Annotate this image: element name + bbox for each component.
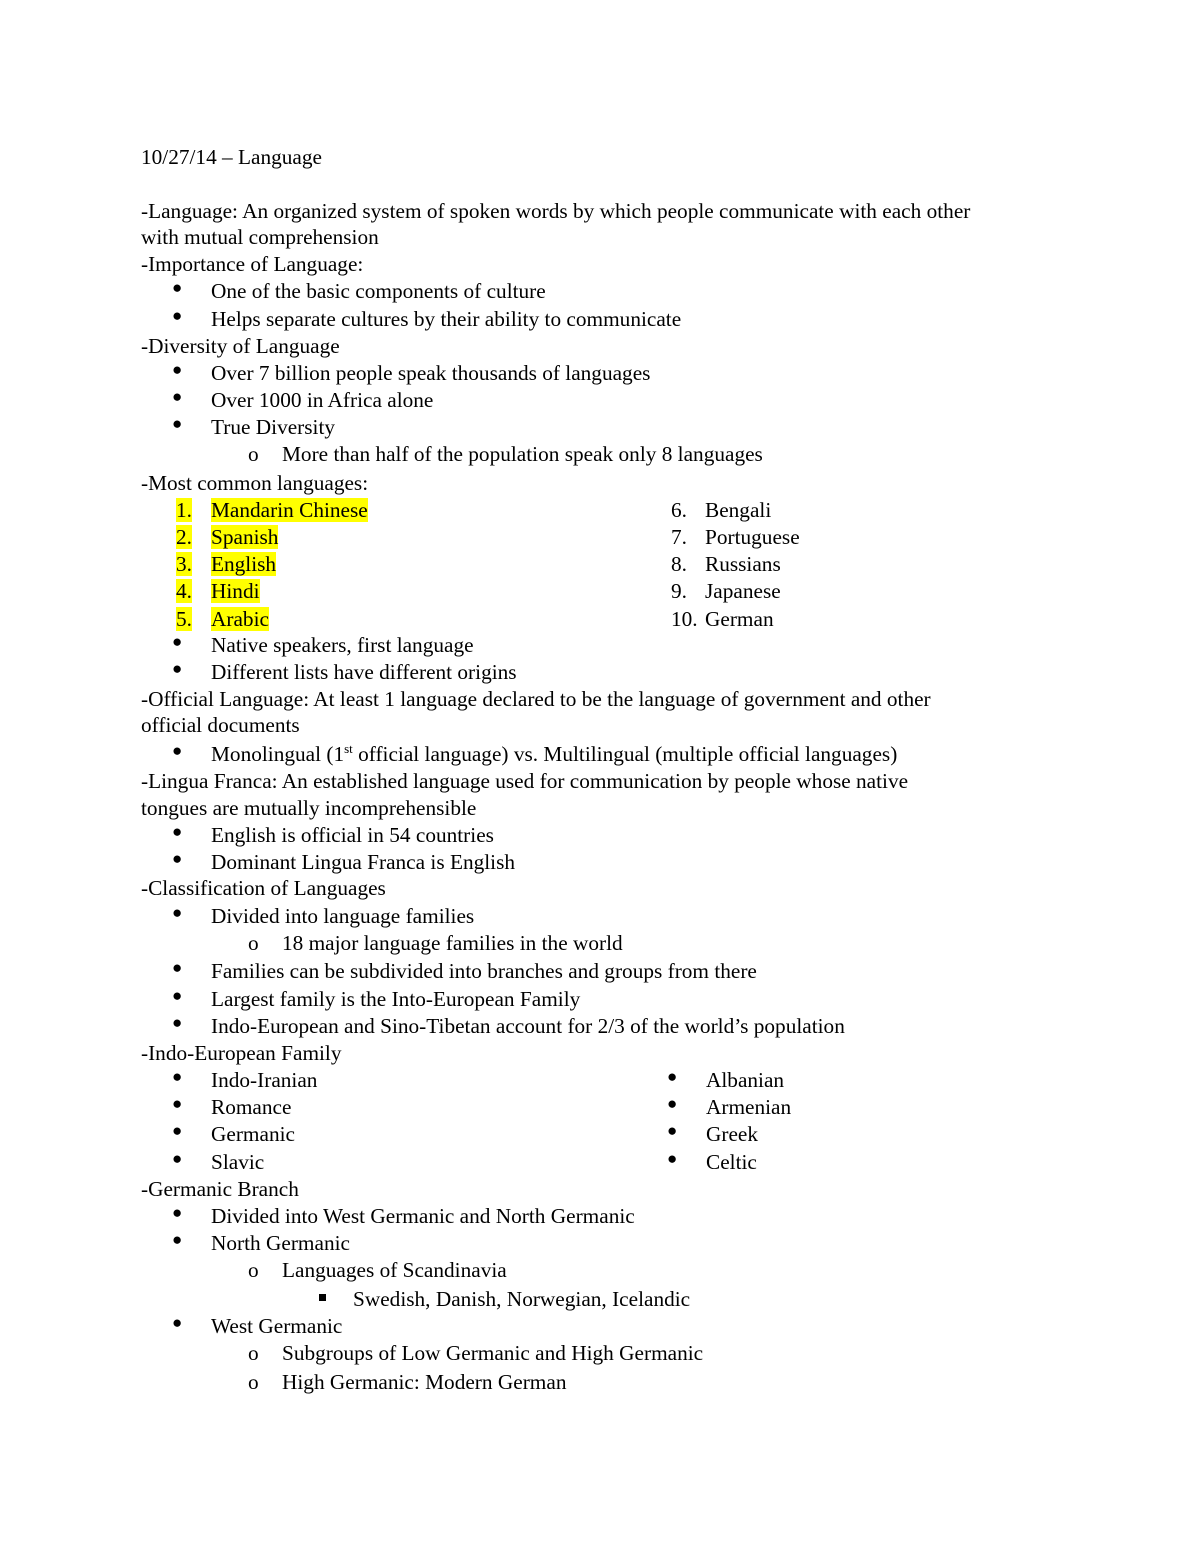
ranked-language bbox=[211, 497, 368, 523]
sub-list-item: High Germanic: Modern German bbox=[282, 1370, 567, 1394]
list-item: Largest family is the Into-European Family bbox=[211, 987, 581, 1011]
official-language-line2: official documents bbox=[141, 713, 300, 737]
bullet-icon: ● bbox=[172, 360, 183, 379]
list-item: Dominant Lingua Franca is English bbox=[211, 850, 516, 874]
rank-number: 1. bbox=[176, 498, 192, 522]
list-item: Germanic bbox=[211, 1122, 295, 1146]
list-item: Romance bbox=[211, 1095, 292, 1119]
sub-list-item: Subgroups of Low Germanic and High Germanic bbox=[282, 1341, 704, 1365]
sub-list-item: 18 major language families in the world bbox=[282, 931, 623, 955]
rank-number: 5. bbox=[176, 607, 192, 631]
square-bullet-icon bbox=[319, 1294, 326, 1301]
sub-sub-list-item: Swedish, Danish, Norwegian, Icelandic bbox=[353, 1287, 691, 1311]
bullet-icon: ● bbox=[172, 822, 183, 841]
bullet-icon: ● bbox=[172, 1313, 183, 1332]
ranked-language bbox=[211, 524, 278, 550]
importance-heading: -Importance of Language: bbox=[141, 252, 364, 276]
text-part: official language) vs. Multilingual (multiple official languages) bbox=[352, 742, 898, 766]
list-item: Celtic bbox=[706, 1150, 757, 1174]
bullet-icon: ● bbox=[172, 1013, 183, 1032]
rank-number: 6. bbox=[671, 498, 687, 522]
rank-number: 2. bbox=[176, 525, 192, 549]
bullet-icon: ● bbox=[667, 1094, 678, 1113]
sub-list-item: More than half of the population speak only 8 languages bbox=[282, 442, 763, 466]
list-item: Indo-Iranian bbox=[211, 1068, 318, 1092]
bullet-icon: ● bbox=[667, 1149, 678, 1168]
bullet-icon: ● bbox=[172, 278, 183, 297]
ranked-language bbox=[211, 606, 269, 632]
rank-number: 10. bbox=[671, 607, 698, 631]
bullet-icon: ● bbox=[172, 632, 183, 651]
language-name: Portuguese bbox=[705, 525, 800, 549]
list-item: Indo-European and Sino-Tibetan account for 2/3 of the world’s population bbox=[211, 1014, 845, 1038]
rank-number: 9. bbox=[671, 579, 687, 603]
circle-bullet-icon: o bbox=[248, 1341, 259, 1365]
sub-list-item: Languages of Scandinavia bbox=[282, 1258, 507, 1282]
language-definition-line1: -Language: An organized system of spoken words by which people communicate with each other bbox=[141, 199, 971, 223]
list-item: North Germanic bbox=[211, 1231, 350, 1255]
ranked-item-number bbox=[176, 606, 192, 632]
language-name: Hindi bbox=[211, 579, 260, 603]
bullet-icon: ● bbox=[172, 958, 183, 977]
list-item: Divided into West Germanic and North Germanic bbox=[211, 1204, 635, 1228]
rank-number: 8. bbox=[671, 552, 687, 576]
list-item: Over 1000 in Africa alone bbox=[211, 388, 434, 412]
diversity-heading: -Diversity of Language bbox=[141, 334, 340, 358]
germanic-heading: -Germanic Branch bbox=[141, 1177, 299, 1201]
rank-number: 4. bbox=[176, 579, 192, 603]
list-item: Greek bbox=[706, 1122, 759, 1146]
ranked-language bbox=[211, 551, 276, 577]
page-title: 10/27/14 – Language bbox=[141, 145, 322, 169]
language-name: Spanish bbox=[211, 525, 279, 549]
language-name: Japanese bbox=[705, 579, 781, 603]
bullet-icon: ● bbox=[172, 903, 183, 922]
language-name: Arabic bbox=[211, 607, 269, 631]
circle-bullet-icon: o bbox=[248, 931, 259, 955]
ranked-item-number bbox=[176, 524, 192, 550]
list-item: Over 7 billion people speak thousands of languages bbox=[211, 361, 651, 385]
superscript: st bbox=[344, 741, 353, 756]
indo-european-heading: -Indo-European Family bbox=[141, 1041, 342, 1065]
list-item: Albanian bbox=[706, 1068, 785, 1092]
bullet-icon: ● bbox=[172, 741, 183, 760]
bullet-icon: ● bbox=[667, 1121, 678, 1140]
bullet-icon: ● bbox=[172, 1121, 183, 1140]
bullet-icon: ● bbox=[172, 1067, 183, 1086]
bullet-icon: ● bbox=[172, 659, 183, 678]
bullet-icon: ● bbox=[172, 1203, 183, 1222]
bullet-icon: ● bbox=[172, 387, 183, 406]
list-item bbox=[211, 741, 897, 767]
bullet-icon: ● bbox=[172, 1230, 183, 1249]
ranked-item-number bbox=[176, 551, 192, 577]
rank-number: 7. bbox=[671, 525, 687, 549]
rank-number: 3. bbox=[176, 552, 192, 576]
language-name: Russians bbox=[705, 552, 781, 576]
language-name: Mandarin Chinese bbox=[211, 498, 368, 522]
list-item: Different lists have different origins bbox=[211, 660, 517, 684]
bullet-icon: ● bbox=[172, 849, 183, 868]
language-name: Bengali bbox=[705, 498, 772, 522]
bullet-icon: ● bbox=[172, 1149, 183, 1168]
list-item: English is official in 54 countries bbox=[211, 823, 494, 847]
ranked-item-number bbox=[176, 497, 192, 523]
list-item: Helps separate cultures by their ability to communicate bbox=[211, 307, 682, 331]
classification-heading: -Classification of Languages bbox=[141, 876, 386, 900]
lingua-franca-line1: -Lingua Franca: An established language used for communication by people whose native bbox=[141, 769, 909, 793]
list-item: Native speakers, first language bbox=[211, 633, 474, 657]
list-item: True Diversity bbox=[211, 415, 336, 439]
list-item: Families can be subdivided into branches and groups from there bbox=[211, 959, 757, 983]
text-part: Monolingual (1 bbox=[211, 742, 345, 766]
list-item: West Germanic bbox=[211, 1314, 343, 1338]
ranked-language bbox=[211, 578, 260, 604]
language-name: English bbox=[211, 552, 277, 576]
bullet-icon: ● bbox=[172, 986, 183, 1005]
bullet-icon: ● bbox=[172, 306, 183, 325]
circle-bullet-icon: o bbox=[248, 442, 259, 466]
list-item: Slavic bbox=[211, 1150, 265, 1174]
ranked-item-number bbox=[176, 578, 192, 604]
common-languages-heading: -Most common languages: bbox=[141, 471, 369, 495]
list-item: Divided into language families bbox=[211, 904, 475, 928]
language-definition-line2: with mutual comprehension bbox=[141, 225, 379, 249]
language-name: German bbox=[705, 607, 774, 631]
circle-bullet-icon: o bbox=[248, 1370, 259, 1394]
bullet-icon: ● bbox=[172, 1094, 183, 1113]
lingua-franca-line2: tongues are mutually incomprehensible bbox=[141, 796, 477, 820]
circle-bullet-icon: o bbox=[248, 1258, 259, 1282]
list-item: One of the basic components of culture bbox=[211, 279, 546, 303]
bullet-icon: ● bbox=[172, 414, 183, 433]
official-language-line1: -Official Language: At least 1 language declared to be the language of government and other bbox=[141, 687, 931, 711]
bullet-icon: ● bbox=[667, 1067, 678, 1086]
list-item: Armenian bbox=[706, 1095, 792, 1119]
